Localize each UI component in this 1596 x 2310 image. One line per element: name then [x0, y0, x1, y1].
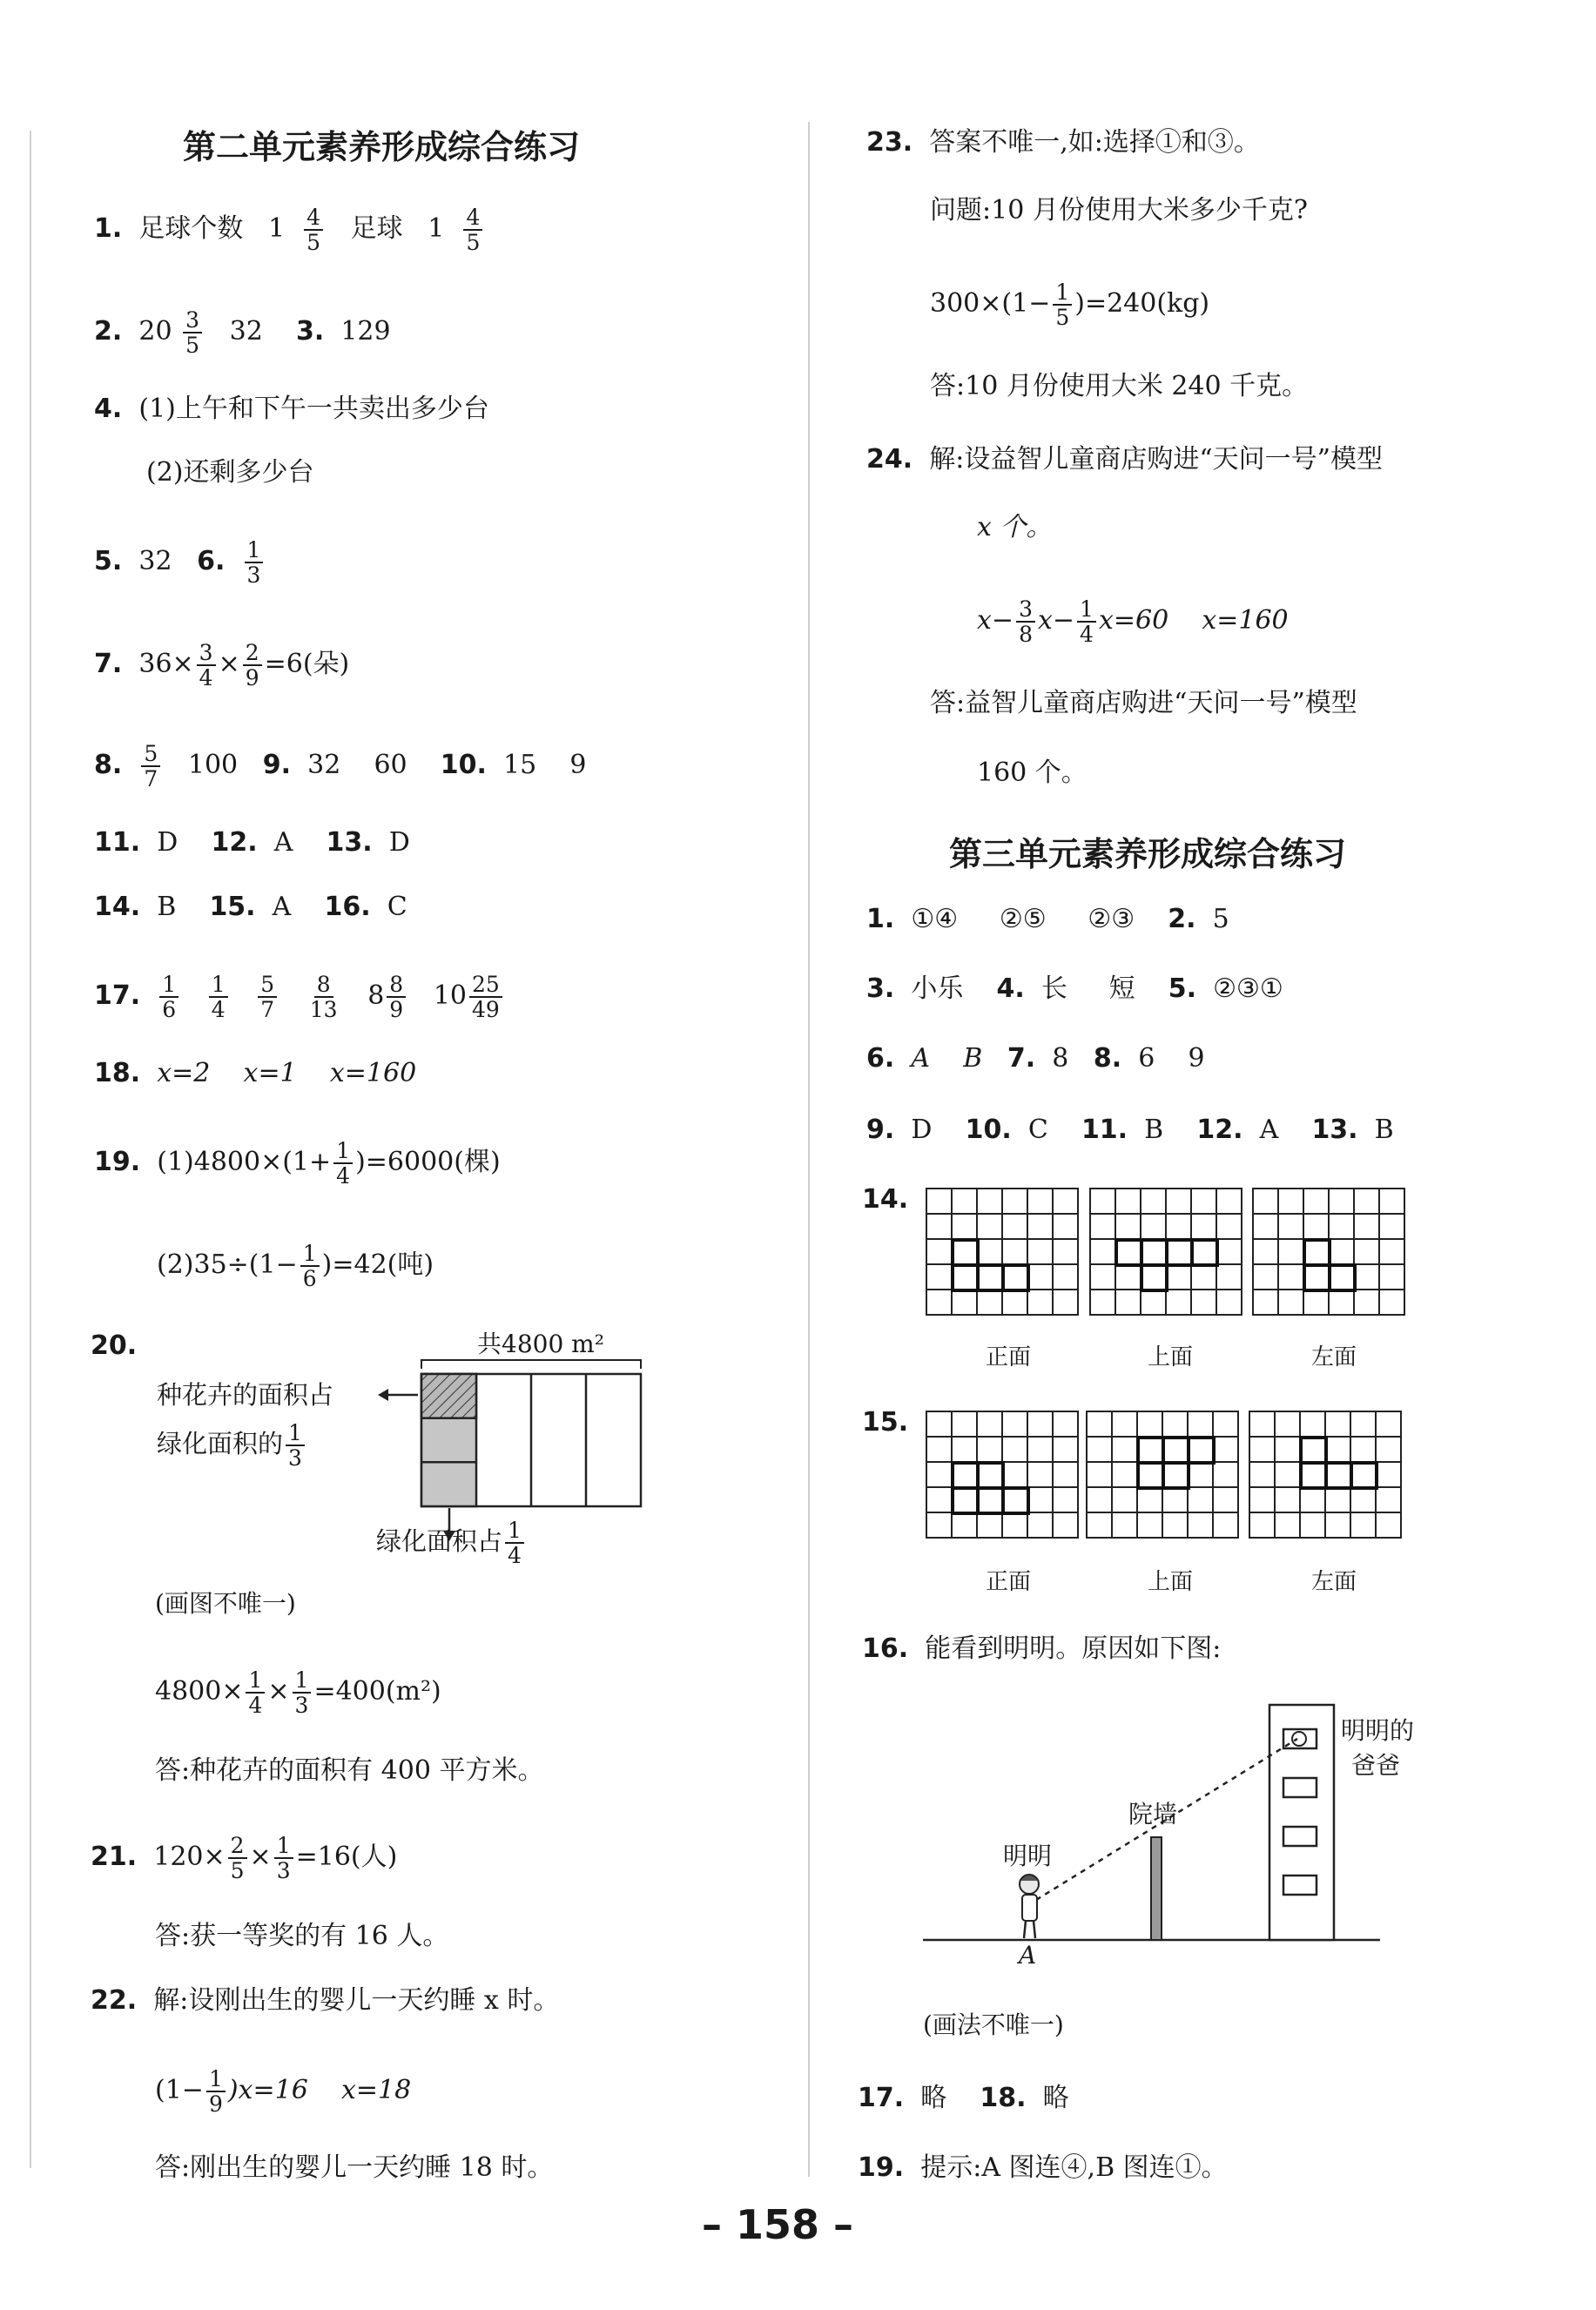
shape-square: [1326, 1463, 1351, 1488]
u3-q19-text: 提示:A 图连④,B 图连①。: [920, 2152, 1228, 2183]
q20-answer-text: 答:种花卉的面积有 400 平方米。: [155, 1755, 544, 1786]
building-window-3: [1283, 1827, 1317, 1846]
wall-label: 院墙: [1128, 1800, 1178, 1828]
q20-left-arrow: [378, 1389, 388, 1401]
q20-total-label: [477, 1327, 604, 1362]
u3-q16-father-label-2: [1351, 1748, 1400, 1783]
q2-whole: 20: [138, 316, 172, 347]
q12-number: 12.: [211, 827, 258, 858]
u3-q14-label-left: 左面: [1311, 1344, 1357, 1371]
u3-q1-answer-b: ②⑤: [999, 904, 1047, 934]
u3-q10-number: 10.: [965, 1115, 1012, 1145]
shape-square: [1301, 1463, 1326, 1488]
q19-part-1a: (1)4800×(1+: [157, 1147, 332, 1177]
q16-number: 16.: [324, 892, 371, 922]
q11-number: 11.: [94, 827, 141, 858]
q11-answer: D: [157, 827, 178, 858]
u3-q11-number: 11.: [1081, 1115, 1128, 1145]
q23-line-2: [930, 193, 1308, 228]
q10-value-a: 15: [503, 750, 537, 780]
q20-left-text-2: 绿化面积的: [157, 1429, 284, 1458]
u3-q3-line: [866, 972, 1283, 1007]
u3-q19-line: [858, 2151, 1228, 2185]
u3-q9-answer: D: [911, 1115, 933, 1145]
q5-value: 32: [138, 546, 172, 576]
q9-value-b: 60: [374, 750, 407, 780]
u3-q19-number: 19.: [858, 2152, 905, 2183]
q3-number: 3.: [295, 316, 325, 347]
q24-line-1: [866, 442, 1383, 477]
q17-fraction-3: $\frac{5}{7}$: [258, 973, 277, 1021]
q20-bottom-fraction: $\frac{1}{4}$: [505, 1519, 524, 1567]
u3-q15-label-top: 上面: [1148, 1569, 1194, 1595]
u3-q16-father-label-1: [1341, 1714, 1414, 1748]
u3-q9-line: [866, 1113, 1394, 1148]
shape-square: [1003, 1265, 1028, 1290]
q23-eq-b: )=240(kg): [1074, 288, 1210, 319]
u3-q1-number: 1.: [866, 904, 895, 934]
q19-part-1b: )=6000(棵): [355, 1147, 501, 1177]
u3-q4-number: 4.: [996, 973, 1025, 1004]
q15-answer: A: [272, 892, 292, 922]
q24-eq-d: x=160: [1202, 605, 1289, 636]
q22-line-2: [155, 2067, 411, 2116]
u3-q1-answer-c: ②③: [1088, 904, 1135, 934]
q19-line-1: [94, 1139, 501, 1188]
shape-square: [1192, 1240, 1217, 1265]
q22-answer-text: 答:刚出生的婴儿一天约睡 18 时。: [155, 2152, 554, 2183]
u3-q11-answer: B: [1144, 1115, 1164, 1145]
q23-fraction: $\frac{1}{5}$: [1053, 280, 1072, 329]
q10-number: 10.: [440, 750, 487, 780]
u3-q16-wall-label: [1128, 1797, 1177, 1832]
u3-q3-number: 3.: [866, 973, 895, 1004]
q17-fraction-4: $\frac{8}{13}$: [309, 972, 338, 1022]
u3-q14-number-line: [862, 1182, 908, 1217]
q24-fraction-2: $\frac{1}{4}$: [1077, 597, 1096, 646]
shape-square: [1330, 1265, 1355, 1290]
q17-whole-5: 8: [367, 980, 385, 1011]
q1-text-a: 足球个数: [138, 213, 244, 244]
q8-fraction: $\frac{5}{7}$: [141, 742, 160, 791]
u3-q6-answer-b: B: [963, 1043, 983, 1074]
q7-number: 7.: [94, 649, 123, 679]
shape-square: [953, 1265, 978, 1290]
q24-setup-2: x 个。: [977, 512, 1053, 542]
q22-number: 22.: [91, 1985, 138, 2016]
q14-answer: B: [157, 892, 177, 922]
mingming-label: 明明: [1003, 1842, 1053, 1870]
father-label-2: 爸爸: [1351, 1751, 1401, 1780]
q24-eq-b: x−: [1037, 605, 1075, 636]
u3-q12-answer: A: [1259, 1115, 1279, 1145]
q18-answer-b: x=1: [243, 1058, 297, 1088]
q19-number: 19.: [94, 1147, 141, 1177]
u3-q15-grid-front: [926, 1411, 1081, 1540]
q20-calculation: [155, 1668, 441, 1717]
q3-value: 129: [340, 316, 391, 347]
q20-note-text: (画图不唯一): [155, 1589, 296, 1618]
u3-q12-number: 12.: [1196, 1115, 1243, 1145]
u3-q17-answer: 略: [920, 2083, 947, 2113]
q4-number: 4.: [94, 394, 123, 424]
q21-line: [91, 1834, 397, 1882]
u3-q2-number: 2.: [1168, 904, 1196, 934]
building-window-2: [1283, 1778, 1317, 1797]
q17-fraction-6: $\frac{25}{49}$: [469, 973, 502, 1021]
shape-square: [1116, 1240, 1141, 1265]
u3-q16-mingming-label: [1003, 1839, 1052, 1874]
shape-square: [1141, 1265, 1167, 1290]
u3-q16-line: [862, 1632, 1221, 1667]
q4-line-1: [94, 392, 489, 427]
q2-fraction: $\frac{3}{5}$: [183, 308, 202, 357]
q4-part-1: (1)上午和下午一共卖出多少台: [138, 394, 489, 424]
q24-equation: [977, 597, 1289, 646]
q24-eq-a: x−: [977, 605, 1014, 636]
mingming-body: [1022, 1895, 1037, 1921]
q20-calc-c: =400(m²): [313, 1676, 441, 1707]
q22-eq-a: (1−: [155, 2075, 204, 2105]
u3-q13-number: 13.: [1311, 1115, 1358, 1145]
q20-calc-fraction-1: $\frac{1}{4}$: [246, 1668, 265, 1717]
q24-number: 24.: [866, 444, 913, 475]
q24-answer-text-1: 答:益智儿童商店购进“天问一号”模型: [930, 688, 1357, 718]
mingming-hair: [1020, 1875, 1039, 1881]
q2-line: [94, 308, 391, 357]
q20-answer: [155, 1754, 543, 1788]
u3-q7-number: 7.: [1007, 1043, 1036, 1074]
q22-line-1: [91, 1983, 559, 2018]
q23-number: 23.: [866, 127, 913, 158]
q21-fraction-2: $\frac{1}{3}$: [274, 1834, 293, 1882]
u3-q10-answer: C: [1027, 1115, 1048, 1145]
u3-q15-grid-left-shape-outline: [1249, 1411, 1404, 1540]
page-number: – 158 –: [702, 2201, 854, 2248]
q20-number-line: [91, 1329, 137, 1364]
q24-fraction-1: $\frac{3}{8}$: [1016, 597, 1035, 646]
q20-left-label-2: [157, 1421, 307, 1470]
q2-number: 2.: [94, 316, 123, 347]
q24-setup-1: 解:设益智儿童商店购进“天问一号”模型: [929, 444, 1384, 475]
u3-q15-label-front: 正面: [986, 1569, 1032, 1595]
unit2-title: 第二单元素养形成综合练习: [183, 128, 581, 166]
u3-q14-grid-front-shape-outline: [926, 1188, 1081, 1317]
q7-text-c: =6(朵): [264, 649, 350, 679]
q20-left-text-1: 种花卉的面积占: [157, 1380, 334, 1410]
q6-number: 6.: [197, 546, 226, 576]
shape-square: [1189, 1438, 1214, 1463]
shape-square: [1141, 1240, 1167, 1265]
q21-answer: [155, 1919, 448, 1954]
u3-q4-answer-b: 短: [1108, 973, 1135, 1004]
u3-q14-grid-top: [1089, 1188, 1244, 1317]
q8-line: [94, 742, 586, 791]
q1-number: 1.: [94, 213, 123, 244]
q20-note: [155, 1586, 296, 1621]
q23-answer: [930, 369, 1308, 404]
q7-text-a: 36×: [138, 649, 194, 679]
q7-text-b: ×: [218, 649, 240, 679]
u3-q3-answer: 小乐: [911, 973, 964, 1004]
q1-line: [94, 205, 485, 254]
q5-line: [94, 538, 266, 587]
father-label-1: 明明的: [1341, 1716, 1415, 1745]
courtyard-wall: [1151, 1837, 1162, 1940]
u3-q16-text: 能看到明明。原因如下图:: [925, 1633, 1222, 1664]
u3-q8-number: 8.: [1093, 1043, 1122, 1074]
q4-part-2: (2)还剩多少台: [146, 457, 314, 488]
q20-number: 20.: [91, 1330, 138, 1361]
q20-calc-a: 4800×: [155, 1676, 244, 1707]
unit3-title: 第三单元素养形成综合练习: [949, 835, 1347, 873]
shape-square: [978, 1265, 1003, 1290]
q20-left-label-1: [157, 1377, 333, 1412]
shape-square: [1304, 1265, 1330, 1290]
u3-q1-line: [866, 902, 1229, 937]
q20-calc-fraction-2: $\frac{1}{3}$: [293, 1668, 312, 1717]
q18-answer-a: x=2: [157, 1058, 211, 1088]
q23-line-3: [930, 280, 1209, 329]
q14-number: 14.: [94, 892, 141, 922]
q17-fraction-5: $\frac{8}{9}$: [387, 973, 406, 1021]
u3-q16-note: [923, 2008, 1064, 2043]
u3-q15-grid-top-shape-outline: [1086, 1411, 1241, 1540]
shape-square: [978, 1463, 1003, 1488]
q1-fraction-1: $\frac{4}{5}$: [304, 205, 323, 254]
q23-eq-a: 300×(1−: [930, 288, 1051, 319]
u3-q14-grid-top-shape-outline: [1089, 1188, 1244, 1317]
q19-fraction-1: $\frac{1}{4}$: [333, 1139, 353, 1188]
q20-total-text: 共4800 m²: [477, 1330, 604, 1358]
u3-q18-answer: 略: [1042, 2083, 1069, 2113]
q19-fraction-2: $\frac{1}{6}$: [300, 1242, 320, 1290]
q6-fraction: $\frac{1}{3}$: [245, 538, 264, 587]
u3-q1-answer-a: ①④: [911, 904, 959, 934]
q24-line-2: [977, 510, 1052, 545]
shape-square: [1304, 1240, 1330, 1265]
u3-q14-label-top: 上面: [1148, 1344, 1194, 1371]
u3-q14-grid-left-shape-outline: [1252, 1188, 1407, 1317]
u3-q14-grid-front: [926, 1188, 1081, 1317]
shape-square: [1003, 1488, 1028, 1513]
q17-whole-6: 10: [433, 980, 467, 1011]
q20-brace: [421, 1360, 641, 1369]
q18-line: [94, 1056, 416, 1091]
q23-answer-text: 答:10 月份使用大米 240 千克。: [930, 371, 1309, 401]
q24-answer-text-2: 160 个。: [977, 758, 1088, 788]
q23-line-1: [866, 125, 1260, 160]
father-head: [1292, 1732, 1306, 1746]
u3-q14-number: 14.: [862, 1184, 909, 1215]
q19-part-2b: )=42(吨): [321, 1249, 434, 1280]
q13-number: 13.: [326, 827, 373, 858]
q4-line-2: [146, 455, 314, 490]
u3-q14-label-front: 正面: [986, 1344, 1032, 1371]
u3-q8-answer-a: 6: [1138, 1043, 1155, 1074]
q8-number: 8.: [94, 750, 123, 780]
q7-fraction-1: $\frac{3}{4}$: [197, 641, 216, 690]
q1-fraction-2: $\frac{4}{5}$: [463, 205, 482, 254]
q7-fraction-2: $\frac{2}{9}$: [243, 641, 262, 690]
q1-value-d: 1: [428, 213, 445, 244]
u3-q7-answer: 8: [1052, 1043, 1069, 1074]
shape-square: [1163, 1463, 1189, 1488]
q24-answer-1: [930, 686, 1357, 721]
q21-number: 21.: [91, 1842, 138, 1872]
q1-text-c: 足球: [350, 213, 403, 244]
q21-text-a: 120×: [153, 1842, 226, 1872]
q9-value-a: 32: [307, 750, 341, 780]
q17-number: 17.: [94, 980, 141, 1011]
u3-q9-number: 9.: [866, 1115, 895, 1145]
q18-number: 18.: [94, 1058, 141, 1088]
q21-fraction-1: $\frac{2}{5}$: [228, 1834, 247, 1882]
u3-q6-line: [866, 1041, 1205, 1076]
u3-q13-answer: B: [1374, 1115, 1394, 1145]
u3-q17-line: [858, 2081, 1069, 2116]
building-window-4: [1283, 1876, 1317, 1895]
q23-text-2: 问题:10 月份使用大米多少千克?: [930, 195, 1308, 226]
u3-q15-label-left: 左面: [1311, 1569, 1357, 1595]
q21-text-c: =16(人): [295, 1842, 398, 1872]
q10-value-b: 9: [569, 750, 587, 780]
q17-line: [94, 973, 505, 1021]
q21-answer-text: 答:获一等奖的有 16 人。: [155, 1921, 449, 1951]
u3-q15-grid-left: [1249, 1411, 1404, 1540]
left-margin-line: [30, 131, 31, 2168]
u3-q18-number: 18.: [980, 2083, 1027, 2113]
point-a-label: A: [1019, 1941, 1037, 1970]
q19-line-2: [157, 1242, 434, 1290]
u3-q8-answer-b: 9: [1188, 1043, 1205, 1074]
shape-square: [1163, 1438, 1189, 1463]
q24-answer-2: [977, 756, 1088, 791]
q20-bottom-label: [376, 1519, 527, 1567]
shape-square: [953, 1488, 978, 1513]
q21-text-b: ×: [249, 1842, 272, 1872]
q17-fraction-2: $\frac{1}{4}$: [209, 973, 228, 1021]
u3-q6-number: 6.: [866, 1043, 895, 1074]
u3-q16-number: 16.: [862, 1633, 909, 1664]
q13-answer: D: [388, 827, 410, 858]
q20-flower-part: [421, 1374, 476, 1418]
u3-q5-number: 5.: [1168, 973, 1196, 1004]
q22-eq-c: x=18: [340, 2075, 412, 2105]
q2-value: 32: [229, 316, 263, 347]
q18-answer-c: x=160: [329, 1058, 417, 1088]
shape-square: [1301, 1438, 1326, 1463]
q23-text-1: 答案不唯一,如:选择①和③。: [929, 127, 1260, 158]
q15-number: 15.: [209, 892, 256, 922]
q20-left-fraction: $\frac{1}{3}$: [286, 1421, 305, 1470]
u3-q4-answer-a: 长: [1040, 973, 1067, 1004]
q7-line: [94, 641, 349, 690]
q22-setup: 解:设刚出生的婴儿一天约睡 x 时。: [153, 1985, 560, 2016]
q12-answer: A: [273, 827, 293, 858]
q22-eq-b: )x=16: [227, 2075, 308, 2105]
u3-q15-number-line: [862, 1405, 908, 1440]
u3-q16-note-text: (画法不唯一): [923, 2010, 1064, 2039]
q16-answer: C: [387, 892, 407, 922]
shape-square: [1138, 1463, 1163, 1488]
shape-square: [1167, 1240, 1192, 1265]
u3-q16-point-a: [1019, 1938, 1036, 1973]
q22-fraction: $\frac{1}{9}$: [206, 2067, 226, 2116]
u3-q15-grid-front-shape-outline: [926, 1411, 1081, 1540]
shape-square: [1351, 1463, 1377, 1488]
column-divider: [808, 122, 810, 2177]
q1-value-b: 1: [267, 213, 286, 244]
u3-q15-grid-top: [1086, 1411, 1241, 1540]
q24-eq-c: x=60: [1098, 605, 1169, 636]
q11-line: [94, 825, 410, 860]
u3-q5-answer: ②③①: [1213, 973, 1283, 1004]
q8-value: 100: [187, 750, 239, 780]
shape-square: [953, 1463, 978, 1488]
q22-answer: [155, 2151, 553, 2185]
q14-line: [94, 890, 407, 925]
u3-q2-answer: 5: [1212, 904, 1229, 934]
q17-fraction-1: $\frac{1}{6}$: [159, 973, 178, 1021]
shape-square: [953, 1240, 978, 1265]
u3-q15-number: 15.: [862, 1407, 909, 1438]
u3-q6-answer-a: A: [911, 1043, 931, 1074]
u3-q17-number: 17.: [858, 2083, 905, 2113]
q20-calc-b: ×: [267, 1676, 290, 1707]
shape-square: [1138, 1438, 1163, 1463]
q9-number: 9.: [262, 750, 292, 780]
q5-number: 5.: [94, 546, 123, 576]
u3-q14-grid-left: [1252, 1188, 1407, 1317]
q19-part-2a: (2)35÷(1−: [157, 1249, 298, 1280]
shape-square: [978, 1488, 1003, 1513]
q20-bottom-text: 绿化面积占: [376, 1526, 503, 1556]
